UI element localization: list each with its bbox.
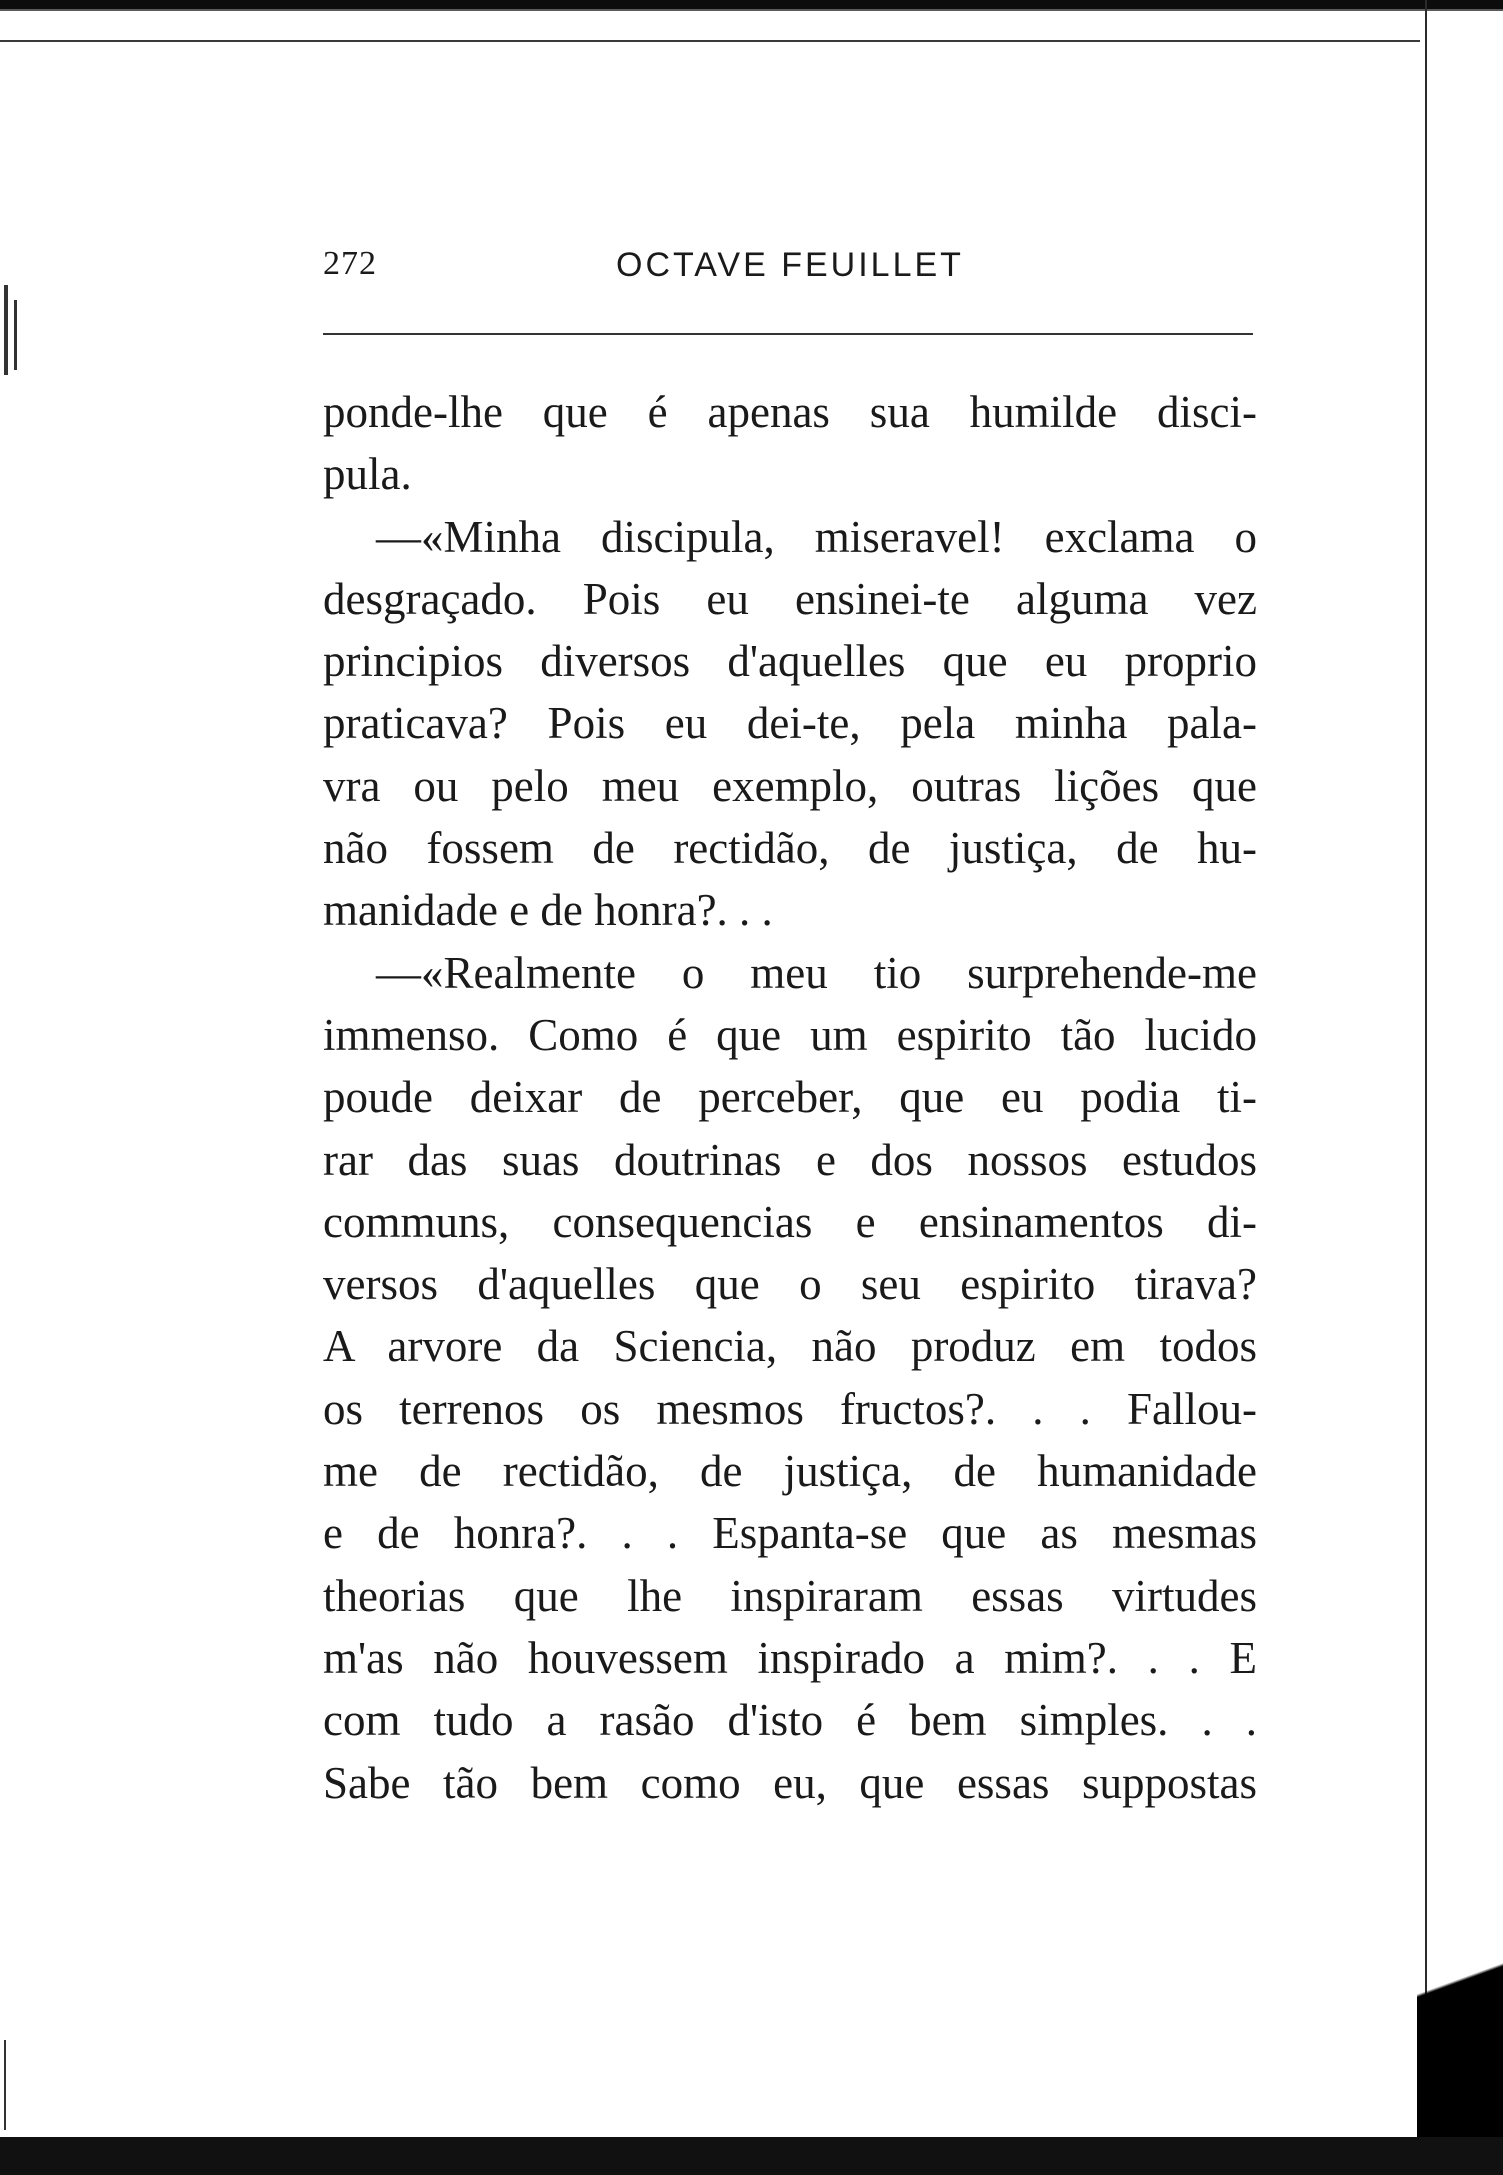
running-head bbox=[323, 230, 1257, 300]
text-line: Sabe tão bem como eu, que essas suppostas bbox=[323, 1757, 1257, 1808]
text-line: me de rectidão, de justiça, de humanidade bbox=[323, 1446, 1257, 1497]
text-line: m'as não houvessem inspirado a mim?. . . E bbox=[323, 1632, 1257, 1683]
text-line: —«Realmente o meu tio surprehende-me bbox=[376, 947, 1257, 998]
text-line: rar das suas doutrinas e dos nossos estudos bbox=[323, 1134, 1257, 1185]
text-line: vra ou pelo meu exemplo, outras lições que bbox=[323, 760, 1257, 811]
scan-left-mark bbox=[4, 2040, 6, 2130]
text-line: os terrenos os mesmos fructos?. . . Fallou- bbox=[323, 1383, 1257, 1434]
scan-top-edge bbox=[0, 0, 1503, 14]
text-line: immenso. Como é que um espirito tão lucido bbox=[323, 1009, 1257, 1060]
text-line: principios diversos d'aquelles que eu proprio bbox=[323, 636, 1257, 687]
page-number: 272 bbox=[323, 245, 377, 282]
text-line: com tudo a rasão d'isto é bem simples. . . bbox=[323, 1695, 1257, 1746]
scan-bottom-edge bbox=[0, 2131, 1503, 2175]
text-line: theorias que lhe inspiraram essas virtudes bbox=[323, 1570, 1257, 1621]
text-line: —«Minha discipula, miseravel! exclama o bbox=[376, 511, 1257, 562]
text-line: e de honra?. . . Espanta-se que as mesmas bbox=[323, 1508, 1257, 1559]
scan-left-mark bbox=[4, 285, 8, 375]
scan-left-mark bbox=[14, 300, 17, 370]
body-text bbox=[323, 381, 1257, 1814]
text-line: manidade e de honra?. . . bbox=[323, 885, 773, 936]
text-line: communs, consequencias e ensinamentos di- bbox=[323, 1196, 1257, 1247]
text-line: A arvore da Sciencia, não produz em todos bbox=[323, 1321, 1257, 1372]
book-page bbox=[323, 230, 1257, 1814]
text-line: desgraçado. Pois eu ensinei-te alguma vez bbox=[323, 573, 1257, 624]
text-line: ponde-lhe que é apenas sua humilde disci- bbox=[323, 387, 1257, 437]
text-line: não fossem de rectidão, de justiça, de hu- bbox=[323, 823, 1257, 874]
text-line: praticava? Pois eu dei-te, pela minha pala- bbox=[323, 698, 1257, 749]
header-rule bbox=[323, 333, 1253, 335]
text-line: pula. bbox=[323, 449, 412, 500]
scan-top-line bbox=[0, 40, 1420, 42]
text-line: poude deixar de perceber, que eu podia ti- bbox=[323, 1072, 1257, 1123]
text-line: versos d'aquelles que o seu espirito tirava? bbox=[323, 1259, 1257, 1310]
running-title: OCTAVE FEUILLET bbox=[616, 246, 964, 284]
scan-right-edge bbox=[1417, 0, 1503, 2175]
